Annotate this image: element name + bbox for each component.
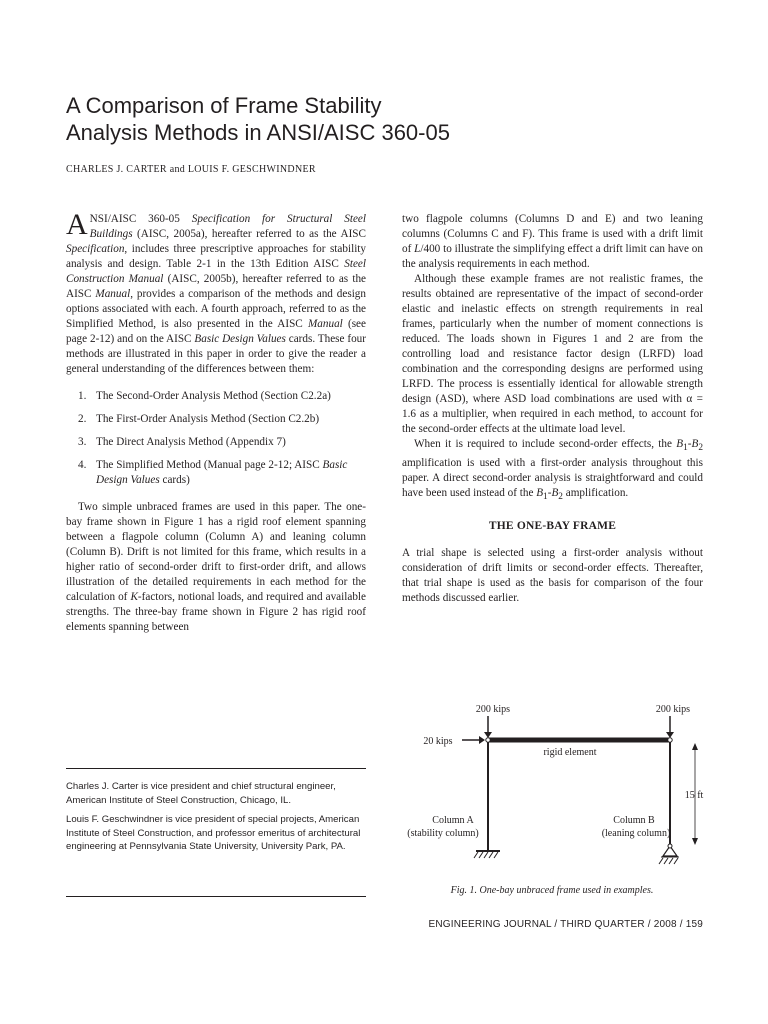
dim-arrow-top [692,743,698,750]
text-run: amplification is used with a first-order analysis throughout this paper. A direct second-order analysis is straightforward and could have been used instead of the [402,457,703,500]
joint-a [486,738,490,742]
arrowhead-lateral [479,736,485,744]
italic-run: B [676,438,684,450]
text-run: amplification. [562,487,629,500]
subscript: 1 [683,443,688,454]
list-number: 1. [78,390,87,402]
one-bay-paragraph: A trial shape is selected using a first-order analysis without consideration of drift limits or second-order effects. Thereafter, that trial shape is used as the basis for comparison of the four methods discussed earlier. [402,547,703,605]
rigid-element-label: rigid element [543,747,597,758]
italic-run: L [414,243,421,255]
section-heading: THE ONE-BAY FRAME [488,520,617,533]
footnote-geschwindner: Louis F. Geschwindner is vice president of special projects, American Institute of Steel Construction, and professor emeritus of architectural engineering at Pennsylvania State University, University Park, PA. [66,814,361,852]
title-line-2: Analysis Methods in ANSI/AISC 360-05 [66,120,450,145]
methods-list [66,389,366,488]
text-run: /400 to illustrate the simplifying effect a drift limit can have on the analysis requirements in each method. [402,243,703,270]
list-item [66,458,366,488]
italic-run: Specification [66,243,125,255]
list-text: The Second-Order Analysis Method (Section C2.2a) [96,390,331,402]
subscript: 1 [543,492,548,503]
lateral-load-label: 20 kips [423,736,453,747]
arrowhead-right [666,732,674,738]
italic-run: B [551,487,559,500]
drop-cap: A [66,208,88,241]
italic-run: B [691,438,699,450]
text-run: Two simple unbraced frames are used in this paper. The one-bay frame shown in Figure 1 has a rigid roof element spanning between a flagpole column (Column A) and leaning column (Column B). Drift is not limited for this frame, which results in a higher ratio of second-order drift to first-order drift, and allows illustration of the detailed requirements in each method for the calculation of [66,501,366,603]
footnote-rule-top [66,768,366,769]
italic-run: Steel Construction Manual [66,258,366,285]
italic-run: Manual [95,288,131,300]
column-a-sublabel: (stability column) [407,828,479,839]
list-text [96,458,366,488]
footnote-rule-bottom [66,896,366,897]
list-text: The Direct Analysis Method (Appendix 7) [96,436,286,448]
subscript: 2 [698,443,703,454]
list-number: 3. [78,436,87,448]
figure-caption: Fig. 1. One-bay unbraced frame used in examples. [450,885,654,896]
intro-paragraph [66,208,367,377]
ground-hatch-a [474,852,498,858]
column-a-label: Column A [432,815,474,826]
subscript: 2 [558,492,563,503]
continued-paragraph [402,212,703,272]
text-run: two flagpole columns (Columns D and E) and two leaning columns (Columns C and F). This frame is used with a drift limit of [402,213,703,255]
italic-run: Manual [307,318,343,330]
list-item [66,412,366,427]
list-text: The First-Order Analysis Method (Section C2.2b) [96,413,320,425]
journal-footer: ENGINEERING JOURNAL / THIRD QUARTER / 2008 / 159 [428,919,703,930]
ground-hatch-b [659,857,679,864]
italic-run: Basic Design Values [194,333,286,345]
amplification-paragraph [402,437,703,505]
left-column [66,208,367,635]
text-run: - [687,438,692,450]
dim-arrow-bottom [692,838,698,845]
text-run: (AISC, 2005a), hereafter referred to as the AISC [132,228,366,240]
arrowhead-left [484,732,492,738]
text-run: (AISC, 2005b), hereafter referred to as the AISC [66,273,367,300]
frames-paragraph [66,500,366,635]
list-item [66,389,366,404]
text-run: (see page 2-12) and on the AISC [66,318,366,345]
title-line-1: A Comparison of Frame Stability [66,93,382,118]
column-b-sublabel: (leaning column) [601,828,671,839]
text-run: , includes three prescriptive approaches for stability analysis and design. Table 2-1 in the 13th Edition AISC [66,243,366,270]
text-run: - [547,487,552,500]
author-footnotes [66,780,366,860]
load-label-right: 200 kips [655,704,691,715]
text-run: NSI/AISC 360-05 [89,213,192,225]
text-run: cards. These four methods are illustrated in this paper in order to give the reader a general understanding of the differences between them: [66,333,366,375]
figure-1 [390,700,710,885]
text-run: -factors, notional loads, and required and available strengths. The three-bay frame shown in Figure 2 has rigid roof elements spanning between [66,591,366,633]
authors: CHARLES J. CARTER and LOUIS F. GESCHWINDNER [66,164,316,175]
list-item [66,435,366,450]
list-number: 4. [78,459,87,471]
italic-run: B [536,487,544,500]
text-run: cards) [159,474,190,486]
frame-diagram [390,700,710,880]
list-number: 2. [78,413,87,425]
load-label-left: 200 kips [475,704,511,715]
footnote-carter: Charles J. Carter is vice president and chief structural engineer, American Institute of Steel Construction, Chicago, IL. [66,781,336,806]
pin-base-b [668,844,672,848]
text-run: , provides a comparison of the methods and design options associated with each. A fourth approach, referred to as the Simplified Method, is also presented in the AISC [66,288,366,330]
text-run: The Simplified Method (Manual page 2-12; AISC [96,459,323,471]
body-paragraph: Although these example frames are not realistic frames, the results obtained are representative of the impact of second-order elastic and inelastic effects on strength requirements in real frames, particularly when the number of moment connections is reduced. The loads shown in Figures 1 and 2 are from the controlling load and resistance factor design (LRFD) load combination and the corresponding designs are performed using LRFD. The process is essentially identical for allowable strength design (ASD), where ASD load combinations are used with α = 1.6 as a multiplier, when required in each method, to account for the second-order effects at the ultimate load level. [402,273,703,435]
italic-run: K [130,591,138,603]
italic-run: Specification for Structural Steel Buildings [89,213,366,240]
page-title [66,92,706,146]
column-b-label: Column B [613,815,655,826]
height-label: 15 ft [684,790,704,801]
text-run: When it is required to include second-order effects, the [414,438,677,450]
right-column [402,212,703,606]
italic-run: Basic Design Values [96,459,348,486]
pin-top-b [668,738,672,742]
